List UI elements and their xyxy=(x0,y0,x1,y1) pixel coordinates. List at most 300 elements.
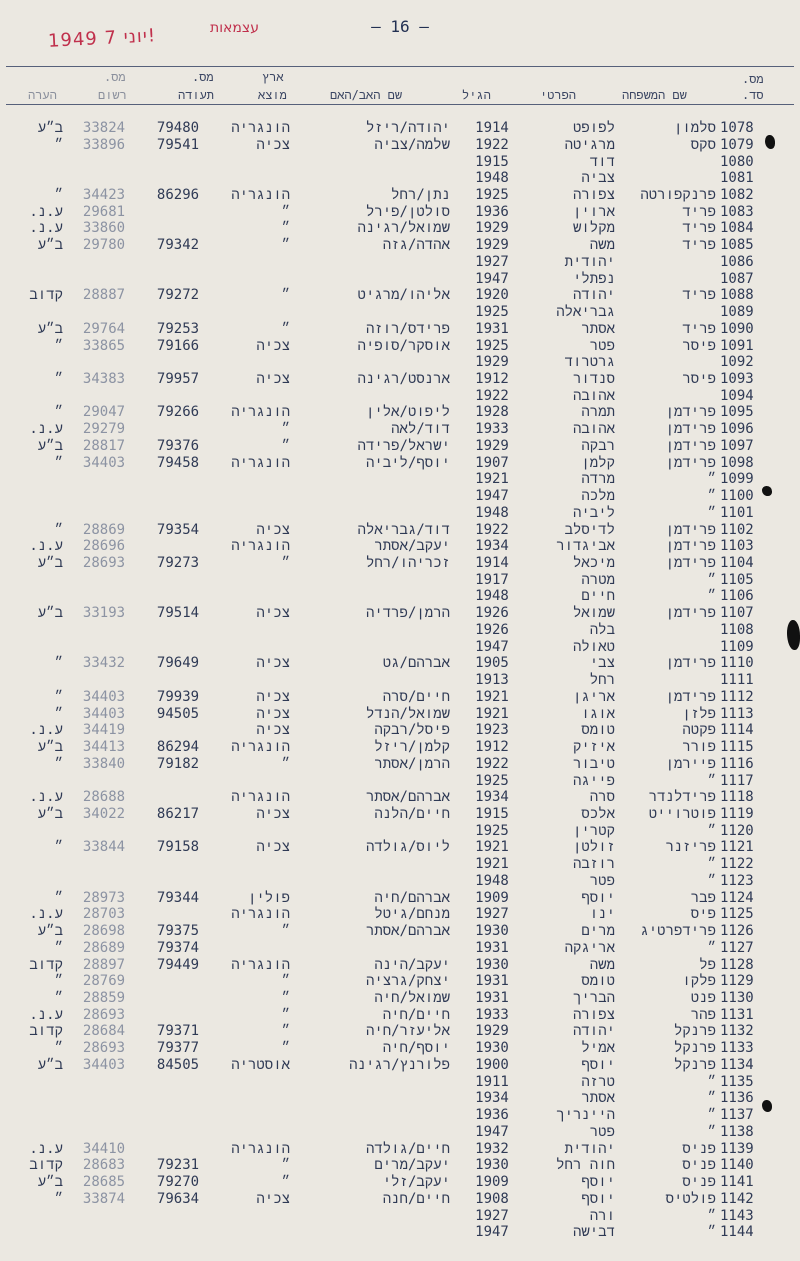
birth-year-cell: 1929 xyxy=(475,354,509,371)
table-row xyxy=(0,622,800,638)
table-row xyxy=(0,1208,800,1224)
table-row xyxy=(0,1040,800,1056)
first-name-cell: דבישה xyxy=(572,1224,615,1241)
serial-cell: 1142 xyxy=(720,1190,754,1207)
first-name-cell: אהובה xyxy=(572,387,615,404)
first-name-cell: פטר xyxy=(589,337,615,354)
serial-cell: 1127 xyxy=(720,939,754,956)
parents-cell: נתן/רחל xyxy=(391,186,450,203)
first-name-cell: אלכס xyxy=(581,805,615,822)
country-cell: צכיה xyxy=(256,705,290,722)
country-cell: ״ xyxy=(281,437,290,454)
certificate-cell: 79182 xyxy=(156,755,200,772)
table-row xyxy=(0,388,800,404)
first-name-cell: רחל xyxy=(589,672,615,689)
birth-year-cell: 1929 xyxy=(475,237,509,254)
col-passport-top: מס. xyxy=(104,70,126,84)
col-country-bottom: מוצא xyxy=(258,88,287,102)
registration-cell: 34419 xyxy=(82,722,126,739)
registration-cell: 34410 xyxy=(82,1140,126,1157)
family-name-cell: פריד xyxy=(682,287,716,304)
handwritten-date: 1949 יוני 7! xyxy=(47,25,157,52)
serial-cell: 1119 xyxy=(720,805,754,822)
table-row xyxy=(0,421,800,437)
serial-cell: 1113 xyxy=(720,705,754,722)
note-cell: ע.נ. xyxy=(29,421,63,438)
certificate-cell: 79376 xyxy=(156,437,200,454)
first-name-cell: איזיק xyxy=(572,739,615,755)
birth-year-cell: 1930 xyxy=(475,923,509,939)
birth-year-cell: 1925 xyxy=(475,186,509,203)
country-cell: ״ xyxy=(281,973,290,990)
table-row xyxy=(0,588,800,604)
parents-cell: שמואל/רגינה xyxy=(357,220,450,237)
page-number: – 16 – xyxy=(371,17,429,36)
first-name-cell: תמרה xyxy=(581,404,615,421)
country-cell: ״ xyxy=(281,1006,290,1023)
first-name-cell: חיים xyxy=(581,588,615,605)
first-name-cell: שמואל xyxy=(572,605,615,622)
serial-cell: 1118 xyxy=(720,789,754,806)
parents-cell: אברהם/גט xyxy=(382,655,450,672)
birth-year-cell: 1927 xyxy=(475,253,509,270)
country-cell: ״ xyxy=(281,320,290,337)
family-name-cell: פרידמן xyxy=(665,521,716,538)
serial-cell: 1126 xyxy=(720,923,754,939)
note-cell: ע.נ. xyxy=(29,220,63,237)
registration-cell: 33874 xyxy=(82,1190,126,1207)
first-name-cell: פייגה xyxy=(572,772,615,789)
family-name-cell: פהר xyxy=(690,1006,716,1023)
table-row xyxy=(0,1007,800,1023)
registration-cell: 29279 xyxy=(82,421,126,438)
serial-cell: 1129 xyxy=(720,973,754,990)
parents-cell: יעקב/מרים xyxy=(374,1157,450,1174)
birth-year-cell: 1909 xyxy=(475,889,509,906)
parents-cell: חיים/גולדה xyxy=(365,1140,450,1157)
serial-cell: 1078 xyxy=(720,120,754,136)
first-name-cell: בלה xyxy=(589,621,615,638)
birth-year-cell: 1933 xyxy=(475,421,509,438)
serial-cell: 1085 xyxy=(720,237,754,254)
birth-year-cell: 1947 xyxy=(475,1123,509,1140)
parents-cell: שמואל/הנדל xyxy=(365,705,450,722)
birth-year-cell: 1948 xyxy=(475,504,509,521)
note-cell: ״ xyxy=(54,1190,63,1207)
parents-cell: דוד/לאה xyxy=(391,421,450,438)
family-name-cell: פריד xyxy=(682,203,716,220)
first-name-cell: משה xyxy=(589,956,615,973)
birth-year-cell: 1905 xyxy=(475,655,509,672)
serial-cell: 1082 xyxy=(720,186,754,203)
note-cell: ״ xyxy=(54,454,63,471)
family-name-cell: ״ xyxy=(707,1090,716,1107)
certificate-cell: 86294 xyxy=(156,739,200,755)
parents-cell: הרמן/פרדיה xyxy=(365,605,450,622)
note-cell: ב״ע xyxy=(37,605,63,622)
parents-cell: אהדה/גזה xyxy=(382,237,450,254)
note-cell: ״ xyxy=(54,839,63,856)
table-row xyxy=(0,655,800,671)
family-name-cell: פלקו xyxy=(682,973,716,990)
country-cell: צכיה xyxy=(256,1190,290,1207)
country-cell: ״ xyxy=(281,237,290,254)
note-cell: קדוב xyxy=(29,1157,63,1174)
first-name-cell: צביה xyxy=(581,170,615,187)
serial-cell: 1104 xyxy=(720,555,754,571)
first-name-cell: צפורה xyxy=(572,186,615,203)
registration-cell: 33865 xyxy=(82,337,126,354)
note-cell: ב״ע xyxy=(37,237,63,254)
serial-cell: 1088 xyxy=(720,287,754,304)
col-teudah-top: מס. xyxy=(192,70,214,84)
table-row xyxy=(0,1090,800,1106)
certificate-cell: 79270 xyxy=(156,1174,200,1190)
note-cell: ב״ע xyxy=(37,1174,63,1190)
table-row xyxy=(0,957,800,973)
certificate-cell: 79649 xyxy=(156,655,200,672)
serial-cell: 1093 xyxy=(720,371,754,387)
family-name-cell: ״ xyxy=(707,939,716,956)
note-cell: ״ xyxy=(54,889,63,906)
certificate-cell: 79514 xyxy=(156,605,200,622)
first-name-cell: מלכה xyxy=(581,488,615,505)
certificate-cell: 79939 xyxy=(156,688,200,705)
registration-cell: 29764 xyxy=(82,320,126,337)
first-name-cell: גרטרוד xyxy=(564,354,615,371)
registration-cell: 28769 xyxy=(82,973,126,990)
certificate-cell: 79273 xyxy=(156,555,200,571)
family-name-cell: פרידמן xyxy=(665,605,716,622)
note-cell: ע.נ. xyxy=(29,1006,63,1023)
serial-cell: 1087 xyxy=(720,270,754,287)
family-name-cell: פקטה xyxy=(682,722,716,739)
parents-cell: הרמן/אסתר xyxy=(374,755,450,772)
header-rule-bottom xyxy=(6,104,794,105)
birth-year-cell: 1914 xyxy=(475,120,509,136)
serial-cell: 1140 xyxy=(720,1157,754,1174)
serial-cell: 1120 xyxy=(720,822,754,839)
col-serial-top: מס. xyxy=(742,72,764,86)
registration-cell: 28689 xyxy=(82,939,126,956)
parents-cell: פרידס/רוזה xyxy=(365,320,450,337)
note-cell: ב״ע xyxy=(37,805,63,822)
note-cell: ע.נ. xyxy=(29,722,63,739)
note-cell: ב״ע xyxy=(37,923,63,939)
registration-cell: 28887 xyxy=(82,287,126,304)
table-row xyxy=(0,789,800,805)
birth-year-cell: 1922 xyxy=(475,521,509,538)
birth-year-cell: 1920 xyxy=(475,287,509,304)
birth-year-cell: 1921 xyxy=(475,688,509,705)
country-cell: ״ xyxy=(281,555,290,571)
birth-year-cell: 1913 xyxy=(475,672,509,689)
registration-cell: 28693 xyxy=(82,1006,126,1023)
certificate-cell: 79253 xyxy=(156,320,200,337)
birth-year-cell: 1948 xyxy=(475,872,509,889)
country-cell: צכיה xyxy=(256,337,290,354)
table-row xyxy=(0,1124,800,1140)
handwritten-note: עצמאות xyxy=(210,20,259,36)
country-cell: ״ xyxy=(281,1040,290,1057)
family-name-cell: ״ xyxy=(707,588,716,605)
parents-cell: אוסקר/סופיה xyxy=(357,337,450,354)
table-row xyxy=(0,605,800,621)
family-name-cell: ״ xyxy=(707,772,716,789)
note-cell: ״ xyxy=(54,655,63,672)
col-age: הגיל xyxy=(462,88,491,102)
table-row xyxy=(0,1224,800,1240)
serial-cell: 1137 xyxy=(720,1107,754,1124)
first-name-cell: מקלוש xyxy=(572,220,615,237)
parents-cell: יעקב/אסתר xyxy=(374,538,450,555)
certificate-cell: 79374 xyxy=(156,939,200,956)
ink-blot xyxy=(762,1100,772,1112)
birth-year-cell: 1912 xyxy=(475,371,509,387)
country-cell: פולין xyxy=(247,889,290,906)
parents-cell: אברהם/אסתר xyxy=(365,923,450,939)
family-name-cell: פרנקל xyxy=(673,1023,716,1040)
first-name-cell: מרגיטה xyxy=(564,136,615,153)
family-name-cell: ״ xyxy=(707,1207,716,1224)
first-name-cell: יוסף xyxy=(581,889,615,906)
family-name-cell: פרידלנדר xyxy=(648,789,716,806)
parents-cell: חיים/חיה xyxy=(382,1006,450,1023)
registration-cell: 28696 xyxy=(82,538,126,555)
certificate-cell: 79541 xyxy=(156,136,200,153)
certificate-cell: 79377 xyxy=(156,1040,200,1057)
birth-year-cell: 1921 xyxy=(475,856,509,873)
birth-year-cell: 1931 xyxy=(475,939,509,956)
registration-cell: 33193 xyxy=(82,605,126,622)
table-row xyxy=(0,354,800,370)
registration-cell: 33844 xyxy=(82,839,126,856)
birth-year-cell: 1931 xyxy=(475,990,509,1006)
first-name-cell: זולטן xyxy=(572,839,615,856)
table-row xyxy=(0,287,800,303)
table-row xyxy=(0,1107,800,1123)
country-cell: אוסטריה xyxy=(231,1056,290,1073)
country-cell: ״ xyxy=(281,923,290,939)
parents-cell: אברהם/חיה xyxy=(374,889,450,906)
serial-cell: 1080 xyxy=(720,153,754,170)
parents-cell: חיים/סרה xyxy=(382,688,450,705)
birth-year-cell: 1929 xyxy=(475,1023,509,1040)
table-row xyxy=(0,237,800,253)
family-name-cell: פניס xyxy=(682,1140,716,1157)
table-row xyxy=(0,1174,800,1190)
parents-cell: יצחק/גרציה xyxy=(365,973,450,990)
parents-cell: חיים/הלנה xyxy=(374,805,450,822)
family-name-cell: פריד xyxy=(682,237,716,254)
serial-cell: 1101 xyxy=(720,504,754,521)
first-name-cell: אוגו xyxy=(581,705,615,722)
registration-cell: 34403 xyxy=(82,454,126,471)
parents-cell: שלמה/צביה xyxy=(374,136,450,153)
certificate-cell: 79266 xyxy=(156,404,200,421)
certificate-cell: 79449 xyxy=(156,956,200,973)
registration-cell: 28859 xyxy=(82,990,126,1006)
table-row xyxy=(0,120,800,136)
country-cell: הונגריה xyxy=(231,538,290,555)
birth-year-cell: 1912 xyxy=(475,739,509,755)
family-name-cell: פרידמן xyxy=(665,421,716,438)
birth-year-cell: 1934 xyxy=(475,1090,509,1107)
serial-cell: 1141 xyxy=(720,1174,754,1190)
first-name-cell: טיבור xyxy=(572,755,615,772)
country-cell: צכיה xyxy=(256,722,290,739)
registration-cell: 34423 xyxy=(82,186,126,203)
table-row xyxy=(0,338,800,354)
family-name-cell: פנט xyxy=(690,990,716,1006)
note-cell: ״ xyxy=(54,1040,63,1057)
table-row xyxy=(0,1074,800,1090)
birth-year-cell: 1911 xyxy=(475,1073,509,1090)
table-row xyxy=(0,1157,800,1173)
table-row xyxy=(0,856,800,872)
serial-cell: 1123 xyxy=(720,872,754,889)
birth-year-cell: 1936 xyxy=(475,1107,509,1124)
table-row xyxy=(0,639,800,655)
parents-cell: זכריהו/רחל xyxy=(365,555,450,571)
birth-year-cell: 1927 xyxy=(475,1207,509,1224)
family-name-cell: ״ xyxy=(707,1224,716,1241)
serial-cell: 1133 xyxy=(720,1040,754,1057)
first-name-cell: יהודית xyxy=(564,253,615,270)
certificate-cell: 79344 xyxy=(156,889,200,906)
note-cell: ב״ע xyxy=(37,555,63,571)
certificate-cell: 86296 xyxy=(156,186,200,203)
parents-cell: ארנסט/רגינה xyxy=(357,371,450,387)
serial-cell: 1108 xyxy=(720,621,754,638)
parents-cell: ליפוט/אלין xyxy=(365,404,450,421)
first-name-cell: מיכאל xyxy=(572,555,615,571)
table-row xyxy=(0,404,800,420)
serial-cell: 1099 xyxy=(720,471,754,488)
serial-cell: 1112 xyxy=(720,688,754,705)
table-row xyxy=(0,689,800,705)
birth-year-cell: 1933 xyxy=(475,1006,509,1023)
table-row xyxy=(0,572,800,588)
table-row xyxy=(0,488,800,504)
first-name-cell: חוה רחל xyxy=(556,1157,615,1174)
registration-cell: 33840 xyxy=(82,755,126,772)
table-row xyxy=(0,304,800,320)
family-name-cell: ״ xyxy=(707,1107,716,1124)
note-cell: ״ xyxy=(54,990,63,1006)
table-row xyxy=(0,505,800,521)
registration-cell: 29047 xyxy=(82,404,126,421)
family-name-cell: ״ xyxy=(707,872,716,889)
family-name-cell: פריד xyxy=(682,320,716,337)
registration-cell: 33896 xyxy=(82,136,126,153)
table-row xyxy=(0,220,800,236)
registration-cell: 28685 xyxy=(82,1174,126,1190)
serial-cell: 1103 xyxy=(720,538,754,555)
serial-cell: 1089 xyxy=(720,304,754,320)
note-cell: קדוב xyxy=(29,287,63,304)
serial-cell: 1134 xyxy=(720,1056,754,1073)
table-row xyxy=(0,823,800,839)
country-cell: הונגריה xyxy=(231,956,290,973)
serial-cell: 1107 xyxy=(720,605,754,622)
birth-year-cell: 1922 xyxy=(475,755,509,772)
first-name-cell: אביגדור xyxy=(556,538,615,555)
note-cell: ״ xyxy=(54,755,63,772)
note-cell: ב״ע xyxy=(37,437,63,454)
family-name-cell: פרידפרטיג xyxy=(640,923,716,939)
registration-cell: 28698 xyxy=(82,923,126,939)
family-name-cell: פוטרוייט xyxy=(648,805,716,822)
first-name-cell: פטר xyxy=(589,1123,615,1140)
serial-cell: 1095 xyxy=(720,404,754,421)
col-parents: שם האב/האם xyxy=(330,88,403,102)
first-name-cell: אמיל xyxy=(581,1040,615,1057)
first-name-cell: נפתלי xyxy=(572,270,615,287)
birth-year-cell: 1934 xyxy=(475,789,509,806)
parents-cell: יעקב/הינה xyxy=(374,956,450,973)
birth-year-cell: 1921 xyxy=(475,839,509,856)
birth-year-cell: 1947 xyxy=(475,488,509,505)
birth-year-cell: 1928 xyxy=(475,404,509,421)
serial-cell: 1138 xyxy=(720,1123,754,1140)
note-cell: ע.נ. xyxy=(29,1140,63,1157)
col-notes: הערה xyxy=(28,88,57,102)
note-cell: ״ xyxy=(54,939,63,956)
family-name-cell: סקס xyxy=(690,136,716,153)
first-name-cell: יוסף xyxy=(581,1190,615,1207)
first-name-cell: אריגן xyxy=(572,688,615,705)
ink-blot xyxy=(787,620,800,650)
parents-cell: יהודה/ריזל xyxy=(365,120,450,136)
serial-cell: 1111 xyxy=(720,672,754,689)
family-name-cell: פיס xyxy=(690,906,716,923)
registration-cell: 28688 xyxy=(82,789,126,806)
birth-year-cell: 1947 xyxy=(475,638,509,655)
family-name-cell: פלזן xyxy=(682,705,716,722)
table-row xyxy=(0,672,800,688)
country-cell: צכיה xyxy=(256,136,290,153)
note-cell: ״ xyxy=(54,688,63,705)
birth-year-cell: 1930 xyxy=(475,1040,509,1057)
country-cell: הונגריה xyxy=(231,120,290,136)
country-cell: צכיה xyxy=(256,805,290,822)
note-cell: ע.נ. xyxy=(29,203,63,220)
certificate-cell: 79634 xyxy=(156,1190,200,1207)
family-name-cell: פריד xyxy=(682,220,716,237)
country-cell: צכיה xyxy=(256,521,290,538)
table-row xyxy=(0,756,800,772)
table-row xyxy=(0,973,800,989)
family-name-cell: פרידמן xyxy=(665,538,716,555)
certificate-cell: 79166 xyxy=(156,337,200,354)
certificate-cell: 79158 xyxy=(156,839,200,856)
country-cell: ״ xyxy=(281,421,290,438)
family-name-cell: ״ xyxy=(707,504,716,521)
table-row xyxy=(0,555,800,571)
serial-cell: 1124 xyxy=(720,889,754,906)
registration-cell: 34413 xyxy=(82,739,126,755)
table-row xyxy=(0,1191,800,1207)
first-name-cell: קלמן xyxy=(581,454,615,471)
col-passport-bottom: רשום xyxy=(98,88,127,102)
note-cell: ע.נ. xyxy=(29,906,63,923)
registration-cell: 34403 xyxy=(82,705,126,722)
birth-year-cell: 1917 xyxy=(475,571,509,588)
note-cell: ״ xyxy=(54,337,63,354)
birth-year-cell: 1925 xyxy=(475,304,509,320)
table-row xyxy=(0,839,800,855)
